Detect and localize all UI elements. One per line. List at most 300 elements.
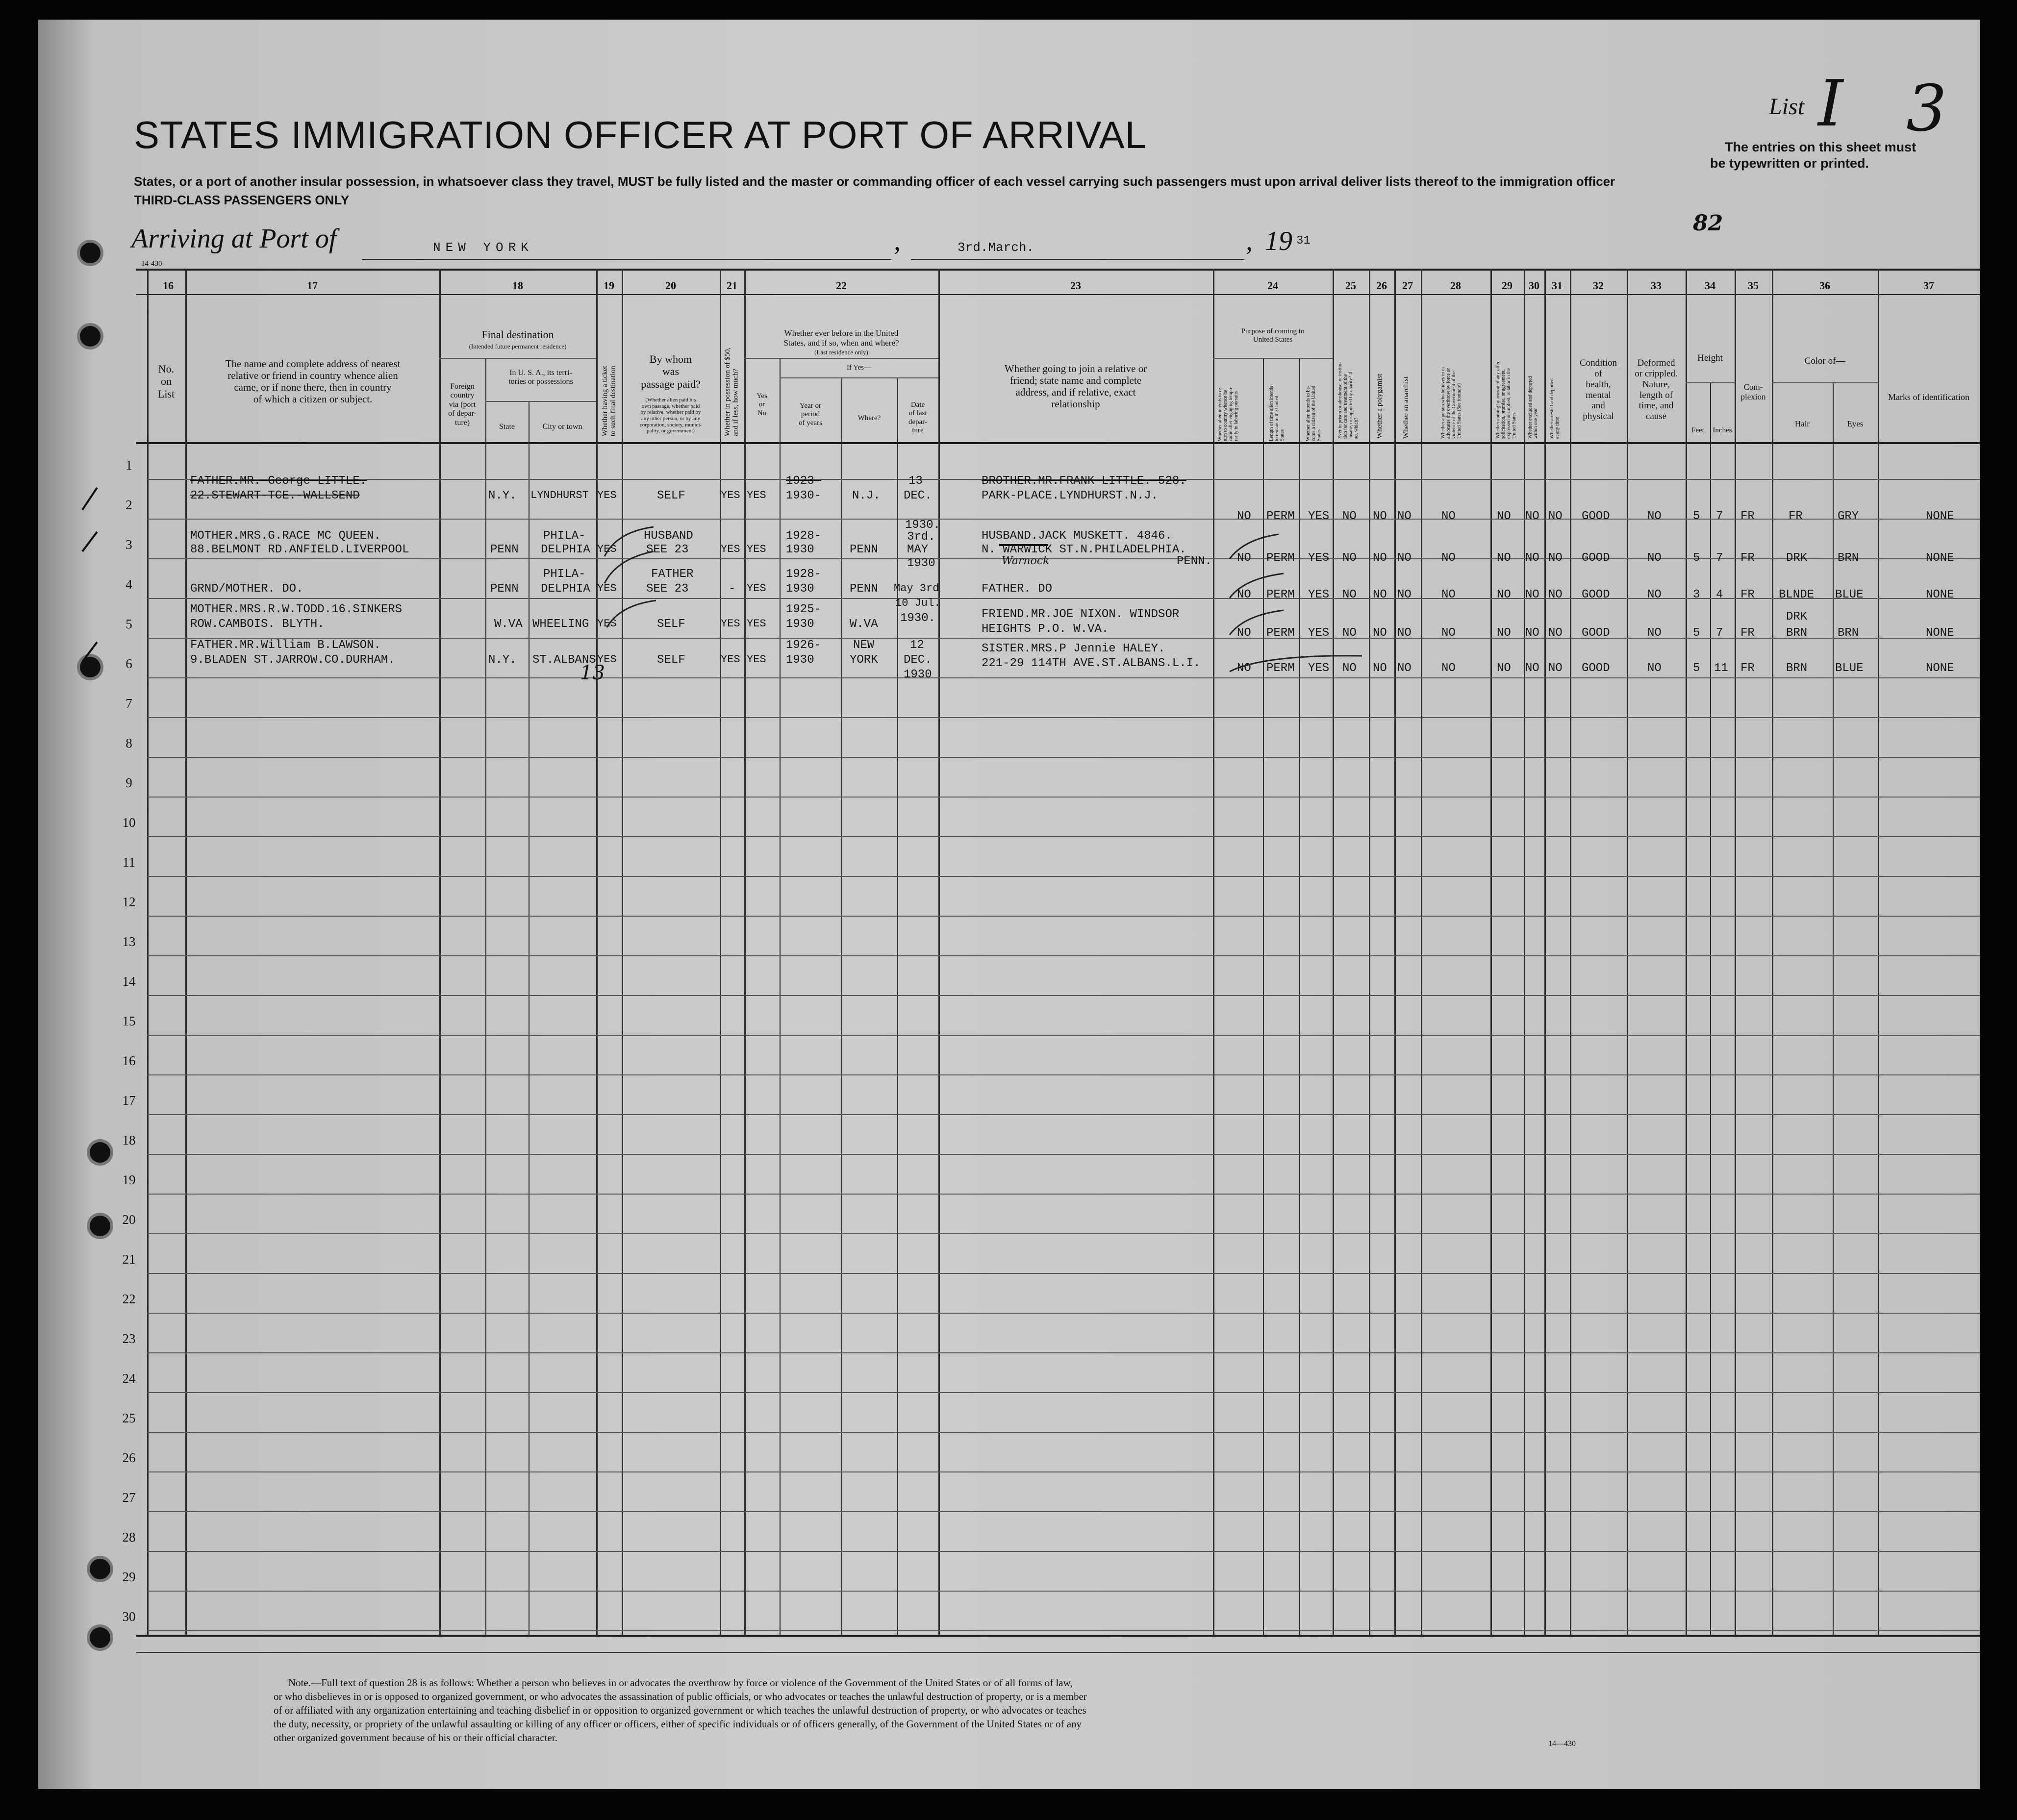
entry-2-money: YES xyxy=(721,543,740,555)
header-labor-offer: Whether coming by reason of any offer, solicitation, promise, or agreement, expressed or implied, to labor in the United States xyxy=(1495,360,1517,439)
row-rule xyxy=(147,1074,1980,1075)
entry-2-overthrow: NO xyxy=(1441,551,1456,565)
column-number: 37 xyxy=(1923,279,1934,292)
entry-4-inches: 7 xyxy=(1716,626,1723,640)
column-number: 19 xyxy=(604,279,614,292)
header-city: City or town xyxy=(542,423,582,431)
row-rule xyxy=(147,1392,1980,1393)
entry-1-length: PERM xyxy=(1266,510,1295,523)
entry-1-joining-line1: BROTHER.MR.FRANK LITTLE. 528. xyxy=(982,474,1186,488)
pencil-arc xyxy=(1230,573,1284,598)
header-eyes: Eyes xyxy=(1847,419,1864,428)
entry-2-joining-line4: PENN. xyxy=(1177,555,1212,568)
entry-4-feet: 5 xyxy=(1693,626,1700,640)
row-rule xyxy=(147,1233,1980,1234)
row-number: 3 xyxy=(126,537,132,552)
row-number: 24 xyxy=(122,1371,136,1386)
entry-4-anarchist: NO xyxy=(1397,626,1412,640)
header-purpose-citizen: Whether alien intends to be- come a citizen of the United States xyxy=(1306,385,1322,441)
entry-5-excluded: NO xyxy=(1525,662,1539,675)
header-height: Height xyxy=(1697,353,1723,363)
entry-2-before: YES xyxy=(747,543,766,555)
entry-3-purpose: NO xyxy=(1237,588,1251,601)
column-number: 28 xyxy=(1450,279,1461,292)
entry-5-state: N.Y. xyxy=(488,653,517,667)
entry-1-date-line2: DEC. xyxy=(904,489,932,502)
row-number: 21 xyxy=(122,1252,136,1267)
entry-1-arrested: NO xyxy=(1548,510,1563,523)
column-number: 26 xyxy=(1376,279,1387,292)
entry-3-ticket: YES xyxy=(597,582,617,595)
entry-4-labor: NO xyxy=(1497,626,1511,640)
entry-3-eyes: BLUE xyxy=(1835,588,1864,601)
column-number: 30 xyxy=(1529,279,1539,292)
entry-1-years-line1: 1923- xyxy=(786,474,822,488)
pencil-arc xyxy=(607,600,656,627)
entry-5-money: YES xyxy=(721,653,740,666)
instruction-line: States, or a port of another insular possession, in whatsoever class they travel, MUST be fully listed and the master or commanding officer of each vessel carrying such passengers must upon arrival deliver lists thereof to the immigration officer xyxy=(134,174,1615,189)
row-number: 25 xyxy=(122,1411,136,1425)
entry-5-years-line2: 1930 xyxy=(786,653,814,667)
entry-3-anarchist: NO xyxy=(1397,588,1412,601)
entry-4-where: W.VA xyxy=(850,618,878,631)
entry-4-date-line1: 10 Jul. xyxy=(895,597,941,609)
header-health: Condition of health, mental and physical xyxy=(1579,358,1617,422)
entry-3-money: - xyxy=(729,582,736,596)
header-prison: Ever in prison or almshouse, or institu- tion for care and treatment of the insane, or supported by charity? If so, which? xyxy=(1337,362,1359,439)
entry-2-joining-line2: N. WARWICK ST.N.PHILADELPHIA. xyxy=(982,543,1186,556)
column-number: 22 xyxy=(836,279,847,292)
header-ticket: Whether having a ticket to such final destination xyxy=(601,366,617,436)
entry-5-polygamist: NO xyxy=(1373,662,1387,675)
entry-2-labor: NO xyxy=(1497,551,1511,565)
entry-2-anarchist: NO xyxy=(1397,551,1412,565)
row-number: 11 xyxy=(123,855,135,870)
binder-hole xyxy=(90,1142,110,1163)
entry-4-deformed: NO xyxy=(1647,626,1662,640)
header-foreign-country: Foreign country via (port of depar- ture) xyxy=(448,382,477,427)
comma: , xyxy=(1246,226,1253,256)
entry-2-hair: DRK xyxy=(1786,551,1808,565)
entry-2-years-line1: 1928- xyxy=(786,529,822,543)
port-value: NEW YORK xyxy=(433,240,533,255)
footnote-rule xyxy=(136,1652,1980,1653)
entry-2-date-line2: 3rd. xyxy=(907,530,935,544)
header-before-in-us: Whether ever before in the United States, and if so, when and where? xyxy=(783,328,899,348)
row-rule xyxy=(147,1630,1980,1631)
row-rule xyxy=(147,916,1980,917)
column-number: 20 xyxy=(665,279,676,292)
entry-3-marks: NONE xyxy=(1926,588,1954,601)
header-passage-paid-sub: (Whether alien paid his own passage, whether paid by relative, whether paid by any other person, or by any corporation, society, munici- pality, or government) xyxy=(639,397,702,434)
row-number: 17 xyxy=(122,1093,136,1108)
column-number: 18 xyxy=(512,279,523,292)
row-number: 16 xyxy=(122,1053,136,1068)
entry-2-feet: 5 xyxy=(1693,551,1700,565)
entry-3-hair: BLNDE xyxy=(1779,588,1815,601)
entry-5-eyes: BLUE xyxy=(1835,662,1864,675)
entry-2-state: PENN xyxy=(490,543,519,556)
entry-4-excluded: NO xyxy=(1525,626,1539,640)
footnote-line1: Note.—Full text of question 28 is as follows: Whether a person who believes in or advocates the overthrow by force or violence of the Government of the United States or of all forms of law, xyxy=(288,1677,1073,1689)
entry-2-deformed: NO xyxy=(1647,551,1662,565)
entry-1-overthrow: NO xyxy=(1441,510,1456,523)
entry-5-where-line1: NEW xyxy=(853,639,875,652)
entry-2-paid-line2: SEE 23 xyxy=(646,543,689,556)
row-number: 15 xyxy=(122,1014,136,1028)
entry-5-inches: 11 xyxy=(1714,662,1728,675)
entry-4-eyes: BRN xyxy=(1838,626,1859,640)
column-number: 33 xyxy=(1651,279,1662,292)
entry-1-city: LYNDHURST xyxy=(530,489,589,501)
header-final-destination-sub: (Intended future permanent residence) xyxy=(469,343,567,350)
entry-2-date-line1: 1930. xyxy=(905,519,941,532)
entry-5-marks: NONE xyxy=(1926,662,1954,675)
entry-5-ticket: YES xyxy=(597,653,617,666)
year-prefix: 19 xyxy=(1265,226,1292,256)
binder-hole xyxy=(90,1216,110,1236)
entry-3-city-line2: DELPHIA xyxy=(541,582,590,596)
entry-2-joining-correction: Warnock xyxy=(1002,555,1050,567)
row-number: 5 xyxy=(126,617,132,631)
row-number: 6 xyxy=(126,656,132,671)
row-rule xyxy=(147,1551,1980,1552)
header-nearest-relative: The name and complete address of nearest relative or friend in country whence alien came, or if none there, then in country of which a citizen or subject. xyxy=(225,358,401,405)
entry-4-overthrow: NO xyxy=(1441,626,1456,640)
entry-1-state: N.Y. xyxy=(488,489,517,502)
entry-1-hair: FR xyxy=(1789,510,1803,523)
entry-5-labor: NO xyxy=(1497,662,1511,675)
entry-2-relative-line2: 88.BELMONT RD.ANFIELD.LIVERPOOL xyxy=(190,543,409,556)
table-bottom-rule xyxy=(136,1635,1980,1637)
header-color-of: Color of— xyxy=(1804,356,1845,366)
header-purpose: Purpose of coming to United States xyxy=(1241,327,1305,344)
row-number: 18 xyxy=(122,1133,136,1147)
row-rule xyxy=(147,1114,1980,1115)
entry-4-prison: NO xyxy=(1342,626,1357,640)
header-year: Year or period of years xyxy=(799,402,822,427)
pencil-arc xyxy=(1230,656,1362,672)
entry-1-inches: 7 xyxy=(1716,510,1723,523)
header-in-usa: In U. S. A., its terri- tories or possessions xyxy=(508,369,573,386)
entry-4-paid: SELF xyxy=(657,618,685,631)
row-rule xyxy=(147,1313,1980,1314)
entry-2-city-line1: PHILA- xyxy=(543,529,586,543)
entry-4-complexion: FR xyxy=(1740,626,1755,640)
row-rule xyxy=(147,876,1980,877)
row-number: 19 xyxy=(122,1172,136,1187)
entry-2-joining-line1: HUSBAND.JACK MUSKETT. 4846. xyxy=(982,529,1172,543)
date-value: 3rd.March. xyxy=(958,240,1034,255)
entry-5-hair: BRN xyxy=(1786,662,1808,675)
entry-3-length: PERM xyxy=(1266,588,1295,601)
binder-hole xyxy=(90,1559,110,1579)
entry-1-anarchist: NO xyxy=(1397,510,1412,523)
entry-2-paid-line1: HUSBAND xyxy=(644,529,693,543)
entry-4-purpose: NO xyxy=(1237,626,1251,640)
header-final-destination: Final destination xyxy=(481,328,554,341)
column-number: 31 xyxy=(1552,279,1563,292)
header-polygamist: Whether a polygamist xyxy=(1376,374,1384,439)
entry-5-relative-line1: FATHER.MR.William B.LAWSON. xyxy=(190,639,381,652)
entry-5-joining-line2: 221-29 114TH AVE.ST.ALBANS.L.I. xyxy=(982,657,1201,670)
entry-2-health: GOOD xyxy=(1582,551,1610,565)
entry-3-date-line2: May 3rd xyxy=(894,582,939,595)
entry-2-excluded: NO xyxy=(1525,551,1539,565)
entry-4-date-line2: 1930. xyxy=(900,612,936,625)
header-purpose-return: Whether alien intends to re- turn to country whence he came after engaging tempo- rarily in laboring pursuits xyxy=(1217,386,1239,441)
row-rule xyxy=(147,1471,1980,1472)
entry-3-prison: NO xyxy=(1342,588,1357,601)
entry-1-relative-line2: 22.STEWART-TCE.-WALLSEND xyxy=(190,489,360,502)
entry-2-city-line2: DELPHIA xyxy=(541,543,590,556)
entry-2-purpose: NO xyxy=(1237,551,1251,565)
pencil-arc xyxy=(605,551,654,583)
check-mark xyxy=(82,642,97,662)
entry-5-joining-line1: SISTER.MRS.P Jennie HALEY. xyxy=(982,642,1165,655)
manifest-sheet xyxy=(38,20,1980,1789)
check-mark xyxy=(82,532,97,551)
entry-3-state: PENN xyxy=(490,582,519,596)
list-number: 3 xyxy=(1906,71,1947,146)
entry-2-where: PENN xyxy=(850,543,878,556)
row-rule xyxy=(147,1432,1980,1433)
column-number: 25 xyxy=(1345,279,1356,292)
entry-1-joining-line2: PARK-PLACE.LYNDHURST.N.J. xyxy=(982,489,1159,502)
list-label: List xyxy=(1769,94,1805,120)
column-number: 17 xyxy=(307,279,318,292)
check-mark xyxy=(82,488,97,510)
entry-4-arrested: NO xyxy=(1548,626,1563,640)
column-number: 27 xyxy=(1402,279,1413,292)
header-purpose-length: Length of time alien intends to remain in the United States xyxy=(1269,386,1285,441)
entry-2-eyes: BRN xyxy=(1838,551,1859,565)
header-if-yes: If Yes— xyxy=(846,364,871,372)
entry-1-labor: NO xyxy=(1497,510,1511,523)
entry-1-money: YES xyxy=(721,489,740,501)
column-number: 29 xyxy=(1502,279,1513,292)
entry-3-complexion: FR xyxy=(1740,588,1755,601)
entry-4-length: PERM xyxy=(1266,626,1295,640)
header-excluded: Whether excluded and deported within one year xyxy=(1528,376,1538,439)
column-number: 16 xyxy=(163,279,174,292)
entry-2-complexion: FR xyxy=(1740,551,1755,565)
entry-3-where: PENN xyxy=(850,582,878,596)
entry-4-years-line2: 1930 xyxy=(786,618,814,631)
entry-5-complexion: FR xyxy=(1740,662,1755,675)
typed-note-line1: The entries on this sheet must xyxy=(1725,140,1916,154)
footnote-form-code: 14—430 xyxy=(1548,1740,1576,1748)
row-rule xyxy=(147,1591,1980,1592)
entry-4-state: W.VA xyxy=(494,618,523,631)
header-money: Whether in possession of $50, and if less, how much? xyxy=(724,347,740,436)
row-number: 1 xyxy=(126,458,132,473)
entry-1-paid: SELF xyxy=(657,489,685,502)
header-yes-no: Yes or No xyxy=(756,392,767,417)
row-number: 30 xyxy=(122,1609,136,1624)
entry-1-marks: NONE xyxy=(1926,510,1954,523)
entry-5-purpose: NO xyxy=(1237,662,1251,675)
entry-5-before: YES xyxy=(747,653,766,666)
row-number: 12 xyxy=(122,895,136,909)
entry-2-ticket: YES xyxy=(597,543,617,555)
entry-1-where: N.J. xyxy=(852,489,881,502)
entry-3-polygamist: NO xyxy=(1373,588,1387,601)
entry-2-arrested: NO xyxy=(1548,551,1563,565)
header-deformed: Deformed or crippled. Nature, length of time, and cause xyxy=(1635,358,1678,422)
row-number: 23 xyxy=(122,1331,136,1346)
entry-1-purpose: NO xyxy=(1237,510,1251,523)
row-rule xyxy=(147,1194,1980,1195)
entry-3-labor: NO xyxy=(1497,588,1511,601)
entry-2-marks: NONE xyxy=(1926,551,1954,565)
entry-4-relative-line1: MOTHER.MRS.R.W.TODD.16.SINKERS xyxy=(190,603,403,616)
entry-2-polygamist: NO xyxy=(1373,551,1387,565)
comma: , xyxy=(894,226,901,256)
entry-4-hair-line1: DRK xyxy=(1786,610,1808,623)
row-rule xyxy=(147,757,1980,758)
class-line: THIRD-CLASS PASSENGERS ONLY xyxy=(134,193,350,207)
entry-1-excluded: NO xyxy=(1525,510,1539,523)
entry-4-joining-line1: FRIEND.MR.JOE NIXON. WINDSOR xyxy=(982,608,1180,621)
entry-1-deformed: NO xyxy=(1647,510,1662,523)
header-anarchist: Whether an anarchist xyxy=(1402,376,1410,439)
entry-5-health: GOOD xyxy=(1582,662,1610,675)
entry-3-paid-line2: SEE 23 xyxy=(646,582,689,596)
entry-3-excluded: NO xyxy=(1525,588,1539,601)
entry-3-years-line1: 1928- xyxy=(786,568,822,581)
column-number: 23 xyxy=(1070,279,1081,292)
column-number: 35 xyxy=(1748,279,1759,292)
entry-3-feet: 3 xyxy=(1693,588,1700,601)
row-number: 27 xyxy=(122,1490,136,1505)
header-state: State xyxy=(499,423,515,431)
entry-5-overthrow: NO xyxy=(1441,662,1456,675)
row-rule xyxy=(147,836,1980,837)
typed-note-line2: be typewritten or printed. xyxy=(1710,156,1869,171)
row-number: 14 xyxy=(122,974,136,989)
row-number: 10 xyxy=(122,815,136,830)
entry-1-date-line1: 13 xyxy=(908,474,923,488)
year-suffix: 31 xyxy=(1296,234,1311,248)
footnote-line4: the duty, necessity, or propriety of the unlawful assaulting or killing of any officer or officers, either of specific individuals or of officers generally, of the Government of the United States or of any xyxy=(274,1718,1082,1730)
row-rule xyxy=(147,1154,1980,1155)
entry-5-city: ST.ALBANS xyxy=(532,653,596,667)
entry-4-citizen: YES xyxy=(1308,626,1330,640)
entry-2-citizen: YES xyxy=(1308,551,1330,565)
header-overthrow: Whether a person who believes in or advocates the overthrow by force or violence of the Government of the United States (See footnote) xyxy=(1440,367,1462,439)
column-number: 34 xyxy=(1705,279,1715,292)
entry-4-before: YES xyxy=(747,618,766,630)
pencil-arc xyxy=(605,527,654,556)
entry-1-feet: 5 xyxy=(1693,510,1700,523)
row-number: 13 xyxy=(122,934,136,949)
entry-1-health: GOOD xyxy=(1582,510,1610,523)
header-arrested: Whether arrested and deported at any time xyxy=(1549,378,1560,439)
entry-1-before: YES xyxy=(747,489,766,501)
footnote-line5: other organized government because of his or their official character. xyxy=(274,1732,557,1744)
row-number: 20 xyxy=(122,1212,136,1227)
header-hair: Hair xyxy=(1794,419,1810,428)
entry-5-deformed: NO xyxy=(1647,662,1662,675)
entry-2-prison: NO xyxy=(1342,551,1357,565)
row-rule xyxy=(147,797,1980,798)
entry-3-deformed: NO xyxy=(1647,588,1662,601)
entry-3-joining: FATHER. DO xyxy=(982,582,1053,596)
row-rule xyxy=(147,955,1980,956)
entry-2-relative-line1: MOTHER.MRS.G.RACE MC QUEEN. xyxy=(190,529,381,543)
entry-1-relative-line1: FATHER.MR. George LITTLE. xyxy=(190,474,367,488)
entry-5-anarchist: NO xyxy=(1397,662,1412,675)
entry-5-date-line1: 12 xyxy=(910,639,924,652)
header-list-number: No. on List xyxy=(157,363,175,400)
column-number: 36 xyxy=(1819,279,1830,292)
entry-5-where-line2: YORK xyxy=(850,653,878,667)
entry-4-city: WHEELING xyxy=(532,618,589,631)
entry-1-polygamist: NO xyxy=(1373,510,1387,523)
entry-3-overthrow: NO xyxy=(1441,588,1456,601)
entry-5-annotation: 13 xyxy=(580,662,605,684)
row-rule xyxy=(147,1035,1980,1036)
arriving-label: Arriving at Port of xyxy=(131,224,337,254)
entry-3-citizen: YES xyxy=(1308,588,1330,601)
entry-1-eyes: GRY xyxy=(1838,510,1859,523)
footnote-line3: of or affiliated with any organization entertaining and teaching disbelief in or opposition to organized government or which teaches the unlawful destruction of property, or who advocates or teaches xyxy=(274,1704,1086,1716)
entry-3-date-line1: 1930 xyxy=(907,557,935,570)
row-number: 29 xyxy=(122,1570,136,1584)
row-number: 4 xyxy=(126,577,132,592)
entry-4-hair-line2: BRN xyxy=(1786,626,1808,640)
entry-5-years-line1: 1926- xyxy=(786,639,822,652)
row-number: 26 xyxy=(122,1450,136,1465)
entry-5-arrested: NO xyxy=(1548,662,1563,675)
row-number: 9 xyxy=(126,775,132,790)
footnote-line2: or who disbelieves in or is opposed to organized government, or who advocates the assassination of public officials, or who advocates or teaches the unlawful destruction of property, or is a member xyxy=(274,1691,1087,1702)
entry-1-years-line2: 1930- xyxy=(786,489,822,502)
entry-5-length: PERM xyxy=(1266,662,1295,675)
entry-3-paid-line1: FATHER xyxy=(651,568,694,581)
header-date-departure: Date of last depar- ture xyxy=(908,401,927,434)
entry-1-prison: NO xyxy=(1342,510,1357,523)
entry-3-years-line2: 1930 xyxy=(786,582,814,596)
row-number: 7 xyxy=(126,696,132,711)
entry-2-date-line3: MAY xyxy=(907,543,929,556)
entry-3-city-line1: PHILA- xyxy=(543,568,586,581)
row-rule xyxy=(147,995,1980,996)
entry-3-inches: 4 xyxy=(1716,588,1723,601)
entry-3-health: GOOD xyxy=(1582,588,1610,601)
entry-5-feet: 5 xyxy=(1693,662,1700,675)
header-marks: Marks of identification xyxy=(1888,392,1969,402)
handwritten-marks xyxy=(38,20,1980,706)
entry-2-inches: 7 xyxy=(1716,551,1723,565)
entry-1-citizen: YES xyxy=(1308,510,1330,523)
header-where: Where? xyxy=(857,414,881,422)
pencil-arc xyxy=(1230,534,1279,559)
entry-4-years-line1: 1925- xyxy=(786,603,822,616)
page-title: STATES IMMIGRATION OFFICER AT PORT OF ARRIVAL xyxy=(134,113,1147,156)
row-rule xyxy=(147,1511,1980,1512)
row-rule xyxy=(147,1273,1980,1274)
column-number: 21 xyxy=(727,279,737,292)
row-number: 28 xyxy=(122,1530,136,1545)
column-number: 24 xyxy=(1267,279,1278,292)
entry-5-date-line2: DEC. xyxy=(904,653,932,667)
header-passage-paid: By whom was passage paid? xyxy=(641,353,701,390)
list-mark-letter: I xyxy=(1818,66,1843,141)
entry-5-citizen: YES xyxy=(1308,662,1330,675)
header-joining-relative: Whether going to join a relative or friend; state name and complete address, and if relative, exact relationship xyxy=(1004,363,1147,410)
